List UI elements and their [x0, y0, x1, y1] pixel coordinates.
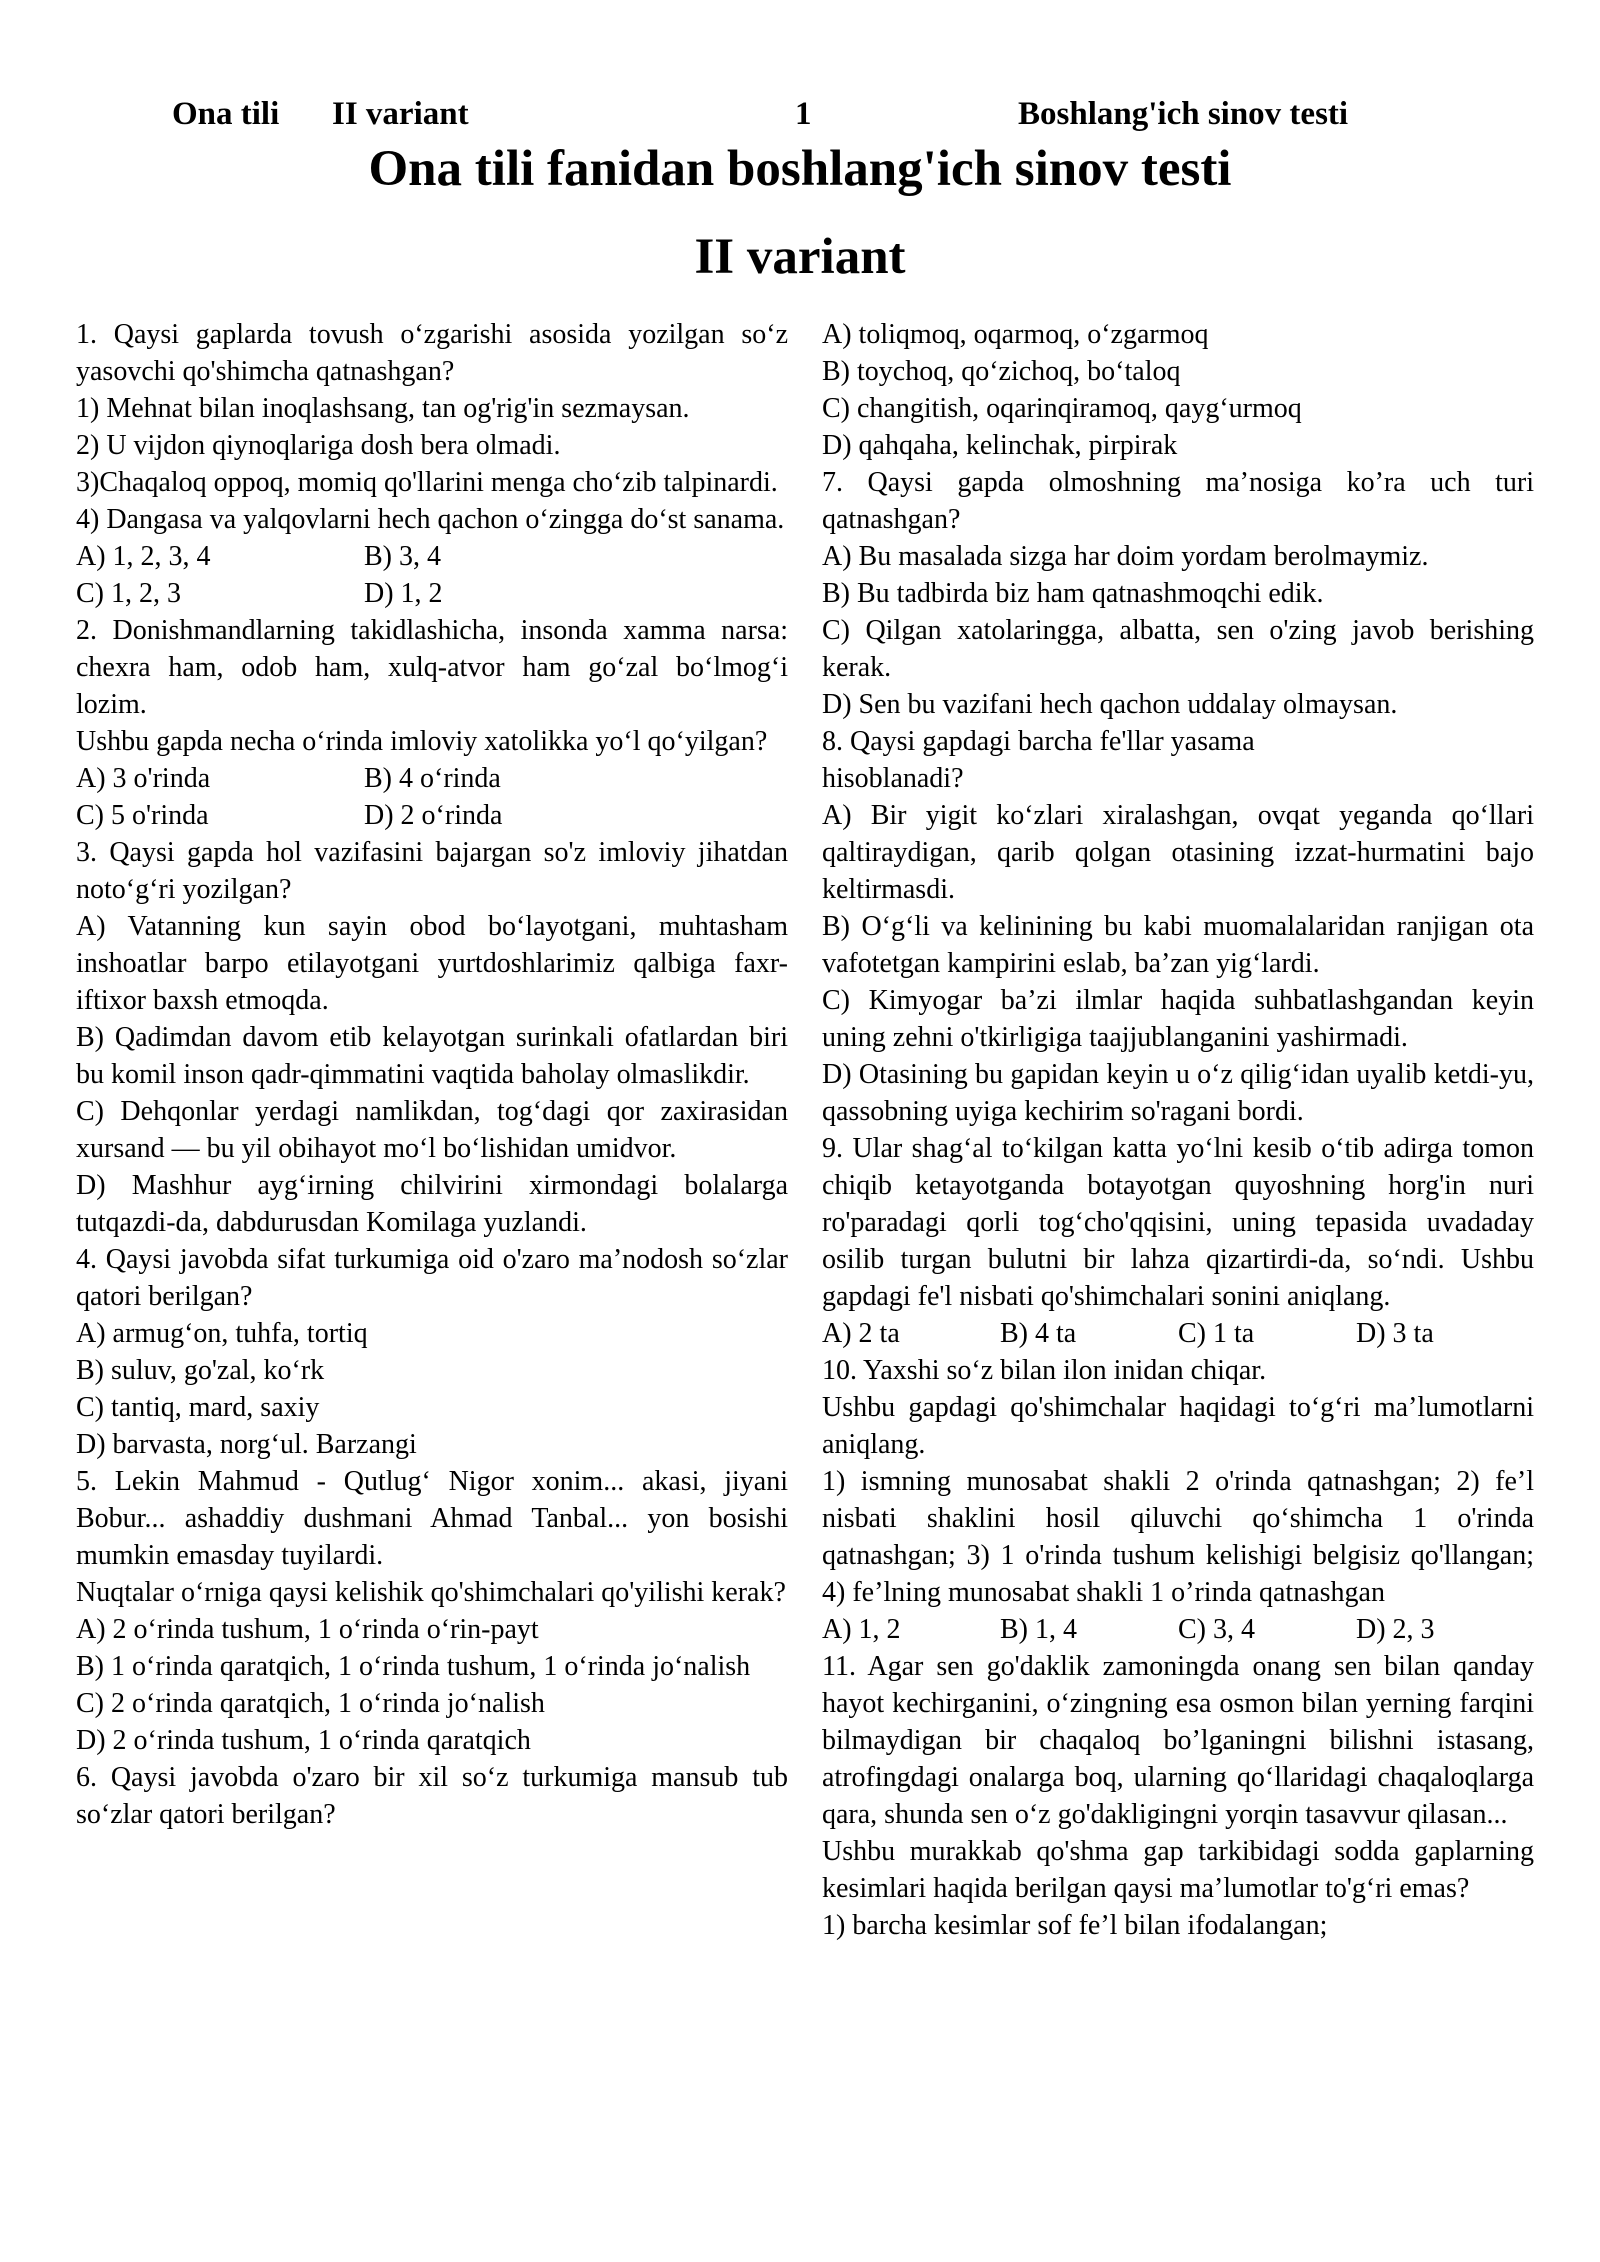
q8-option-d: D) Otasining bu gapidan keyin u o‘z qilig‘idan uyalib ketdi-yu, qassobning uyiga kechirim so'ragani bordi. [822, 1059, 1534, 1127]
q3-option-d: D) Mashhur ayg‘irning chilvirini xirmondagi bolalarga tutqazdi-da, dabdurusdan Komilaga yuzlandi. [76, 1170, 788, 1238]
q10-option-b: B) 1, 4 [1000, 1614, 1077, 1645]
q4-option-c: C) tantiq, mard, saxiy [76, 1392, 320, 1423]
q7-option-d: D) Sen bu vazifani hech qachon uddalay olmaysan. [822, 689, 1398, 720]
q9-option-c: C) 1 ta [1178, 1318, 1255, 1349]
q1-option-d: D) 1, 2 [364, 578, 443, 609]
q2-option-a: A) 3 o'rinda [76, 763, 211, 794]
q1-item-1: 1) Mehnat bilan inoqlashsang, tan og'rig'in sezmaysan. [76, 393, 690, 424]
q8-stem-line-2: hisoblanadi? [822, 763, 964, 794]
q1-stem: 1. Qaysi gaplarda tovush o‘zgarishi asosida yozilgan so‘z yasovchi qo'shimcha qatnashgan? [76, 319, 788, 387]
q1-option-b: B) 3, 4 [364, 541, 441, 572]
document-variant-title: II variant [694, 229, 906, 285]
q4-stem: 4. Qaysi javobda sifat turkumiga oid o'zaro ma’nodosh so‘zlar qatori berilgan? [76, 1244, 788, 1312]
q4-option-a: A) armug‘on, tuhfa, tortiq [76, 1318, 368, 1349]
q5-stem: 5. Lekin Mahmud - Qutlug‘ Nigor xonim... akasi, jiyani Bobur... ashaddiy dushmani Ahmad Tanbal... yon bosishi mumkin emasday tuyilardi. [76, 1466, 788, 1571]
q10-question: Ushbu gapdagi qo'shimchalar haqidagi to‘g‘ri ma’lumotlarni aniqlang. [822, 1392, 1534, 1460]
q9-option-b: B) 4 ta [1000, 1318, 1077, 1349]
q10-stem: 10. Yaxshi so‘z bilan ilon inidan chiqar. [822, 1355, 1267, 1386]
q2-options-row-1 [76, 760, 788, 797]
right-column [822, 316, 1534, 1944]
q3-option-b: B) Qadimdan davom etib kelayotgan surinkali ofatlardan biri bu komil inson qadr-qimmatini vaqtida baholay olmaslikdir. [76, 1022, 788, 1090]
q10-statements: 1) ismning munosabat shakli 2 o'rinda qatnashgan; 2) fe’l nisbati shaklini hosil qiluvchi qo‘shimcha 1 o'rinda qatnashgan; 3) 1 o'rinda tushum kelishigi belgisiz qo'llangan; 4) fe’lning munosabat shakli 1 o’rinda qatnashgan [822, 1466, 1534, 1608]
q3-option-a: A) Vatanning kun sayin obod bo‘layotgani, muhtasham inshoatlar barpo etilayotgani yurtdoshlarimiz qalbiga faxr-iftixor baxsh etmoqda. [76, 911, 788, 1016]
q7-stem: 7. Qaysi gapda olmoshning ma’nosiga ko’ra uch turi qatnashgan? [822, 467, 1534, 535]
q2-option-b: B) 4 o‘rinda [364, 763, 501, 794]
q2-option-d: D) 2 o‘rinda [364, 800, 503, 831]
left-column [76, 316, 788, 1833]
q8-option-b: B) O‘g‘li va kelinining bu kabi muomalalaridan ranjigan ota vafotetgan kampirini eslab, ba’zan yig‘lardi. [822, 911, 1534, 979]
q9-options-row [822, 1315, 1534, 1352]
q1-option-c: C) 1, 2, 3 [76, 578, 181, 609]
q8-option-a: A) Bir yigit ko‘zlari xiralashgan, ovqat yeganda qo‘llari qaltiraydigan, qarib qolgan otasining izzat-hurmatini bajo keltirmasdi. [822, 800, 1534, 905]
q3-stem: 3. Qaysi gapda hol vazifasini bajargan so'z imloviy jihatdan noto‘g‘ri yozilgan? [76, 837, 788, 905]
document-title: Ona tili fanidan boshlang'ich sinov testi [368, 141, 1232, 197]
q1-item-4: 4) Dangasa va yalqovlarni hech qachon o‘zingga do‘st sanama. [76, 504, 785, 535]
q8-stem-line-1: 8. Qaysi gapdagi barcha fe'llar yasama [822, 726, 1255, 757]
q2-options-row-2 [76, 797, 788, 834]
q4-option-b: B) suluv, go'zal, ko‘rk [76, 1355, 325, 1386]
q6-option-d: D) qahqaha, kelinchak, pirpirak [822, 430, 1178, 461]
header-subject: Ona tili [172, 96, 280, 132]
q1-options-row-2 [76, 575, 788, 612]
q6-option-a: A) toliqmoq, oqarmoq, o‘zgarmoq [822, 319, 1209, 350]
q5-option-a: A) 2 o‘rinda tushum, 1 o‘rinda o‘rin-payt [76, 1614, 539, 1645]
q3-option-c: C) Dehqonlar yerdagi namlikdan, tog‘dagi qor zaxirasidan xursand — bu yil obihayot mo‘l bo‘lishidan umidvor. [76, 1096, 788, 1164]
q5-option-b: B) 1 o‘rinda qaratqich, 1 o‘rinda tushum, 1 o‘rinda jo‘nalish [76, 1651, 751, 1682]
q6-stem: 6. Qaysi javobda o'zaro bir xil so‘z turkumiga mansub tub so‘zlar qatori berilgan? [76, 1762, 788, 1830]
q11-stem: 11. Agar sen go'daklik zamoningda onang sen bilan qanday hayot kechirganini, o‘zingning esa osmon bilan yerning farqini bilmaydigan bir chaqaloq bo’lganingni bilishni istasang, atrofingdagi onalarga boq, ularning qo‘llaridagi chaqaloqlarga qara, shunda sen o‘z go'dakligingni yorqin tasavvur qilasan... [822, 1651, 1534, 1830]
q1-item-2: 2) U vijdon qiynoqlariga dosh bera olmadi. [76, 430, 561, 461]
q1-option-a: A) 1, 2, 3, 4 [76, 541, 211, 572]
q2-option-c: C) 5 o'rinda [76, 800, 209, 831]
q9-option-a: A) 2 ta [822, 1318, 900, 1349]
q4-option-d: D) barvasta, norg‘ul. Barzangi [76, 1429, 417, 1460]
q7-option-a: A) Bu masalada sizga har doim yordam berolmaymiz. [822, 541, 1429, 572]
q6-option-c: C) changitish, oqarinqiramoq, qayg‘urmoq [822, 393, 1302, 424]
q11-item-1: 1) barcha kesimlar sof fe’l bilan ifodalangan; [822, 1910, 1328, 1941]
q7-option-b: B) Bu tadbirda biz ham qatnashmoqchi edik. [822, 578, 1324, 609]
header-test-type: Boshlang'ich sinov testi [1018, 96, 1349, 132]
q5-option-c: C) 2 o‘rinda qaratqich, 1 o‘rinda jo‘nalish [76, 1688, 545, 1719]
q5-question: Nuqtalar o‘rniga qaysi kelishik qo'shimchalari qo'yilishi kerak? [76, 1577, 786, 1608]
q6-option-b: B) toychoq, qo‘zichoq, bo‘taloq [822, 356, 1181, 387]
q1-item-3: 3)Chaqaloq oppoq, momiq qo'llarini menga cho‘zib talpinardi. [76, 467, 778, 498]
header-variant: II variant [332, 96, 469, 132]
q2-stem: 2. Donishmandlarning takidlashicha, insonda xamma narsa: chexra ham, odob ham, xulq-atvor ham go‘zal bo‘lmog‘i lozim. [76, 615, 788, 720]
q1-options-row-1 [76, 538, 788, 575]
q10-option-a: A) 1, 2 [822, 1614, 901, 1645]
q2-question: Ushbu gapda necha o‘rinda imloviy xatolikka yo‘l qo‘yilgan? [76, 726, 768, 757]
q11-question: Ushbu murakkab qo'shma gap tarkibidagi sodda gaplarning kesimlari haqida berilgan qaysi ma’lumotlar to'g‘ri emas? [822, 1836, 1534, 1904]
q9-stem: 9. Ular shag‘al to‘kilgan katta yo‘lni kesib o‘tib adirga tomon chiqib ketayotganda botayotgan quyoshning horg'in nuri ro'paradagi qorli tog‘cho'qqisini, uning tepasida uvadaday osilib turgan bulutni bir lahza qizartirdi-da, so‘ndi. Ushbu gapdagi fe'l nisbati qo'shimchalari sonini aniqlang. [822, 1133, 1534, 1312]
running-header [0, 96, 1600, 136]
q10-option-d: D) 2, 3 [1356, 1614, 1435, 1645]
q8-option-c: C) Kimyogar ba’zi ilmlar haqida suhbatlashgandan keyin uning zehni o'tkirligiga taajjublanganini yashirmadi. [822, 985, 1534, 1053]
q7-option-c: C) Qilgan xatolaringga, albatta, sen o'zing javob berishing kerak. [822, 615, 1534, 683]
q5-option-d: D) 2 o‘rinda tushum, 1 o‘rinda qaratqich [76, 1725, 531, 1756]
q10-option-c: C) 3, 4 [1178, 1614, 1255, 1645]
q9-option-d: D) 3 ta [1356, 1318, 1434, 1349]
q10-options-row [822, 1611, 1534, 1648]
header-page-number: 1 [795, 96, 812, 132]
